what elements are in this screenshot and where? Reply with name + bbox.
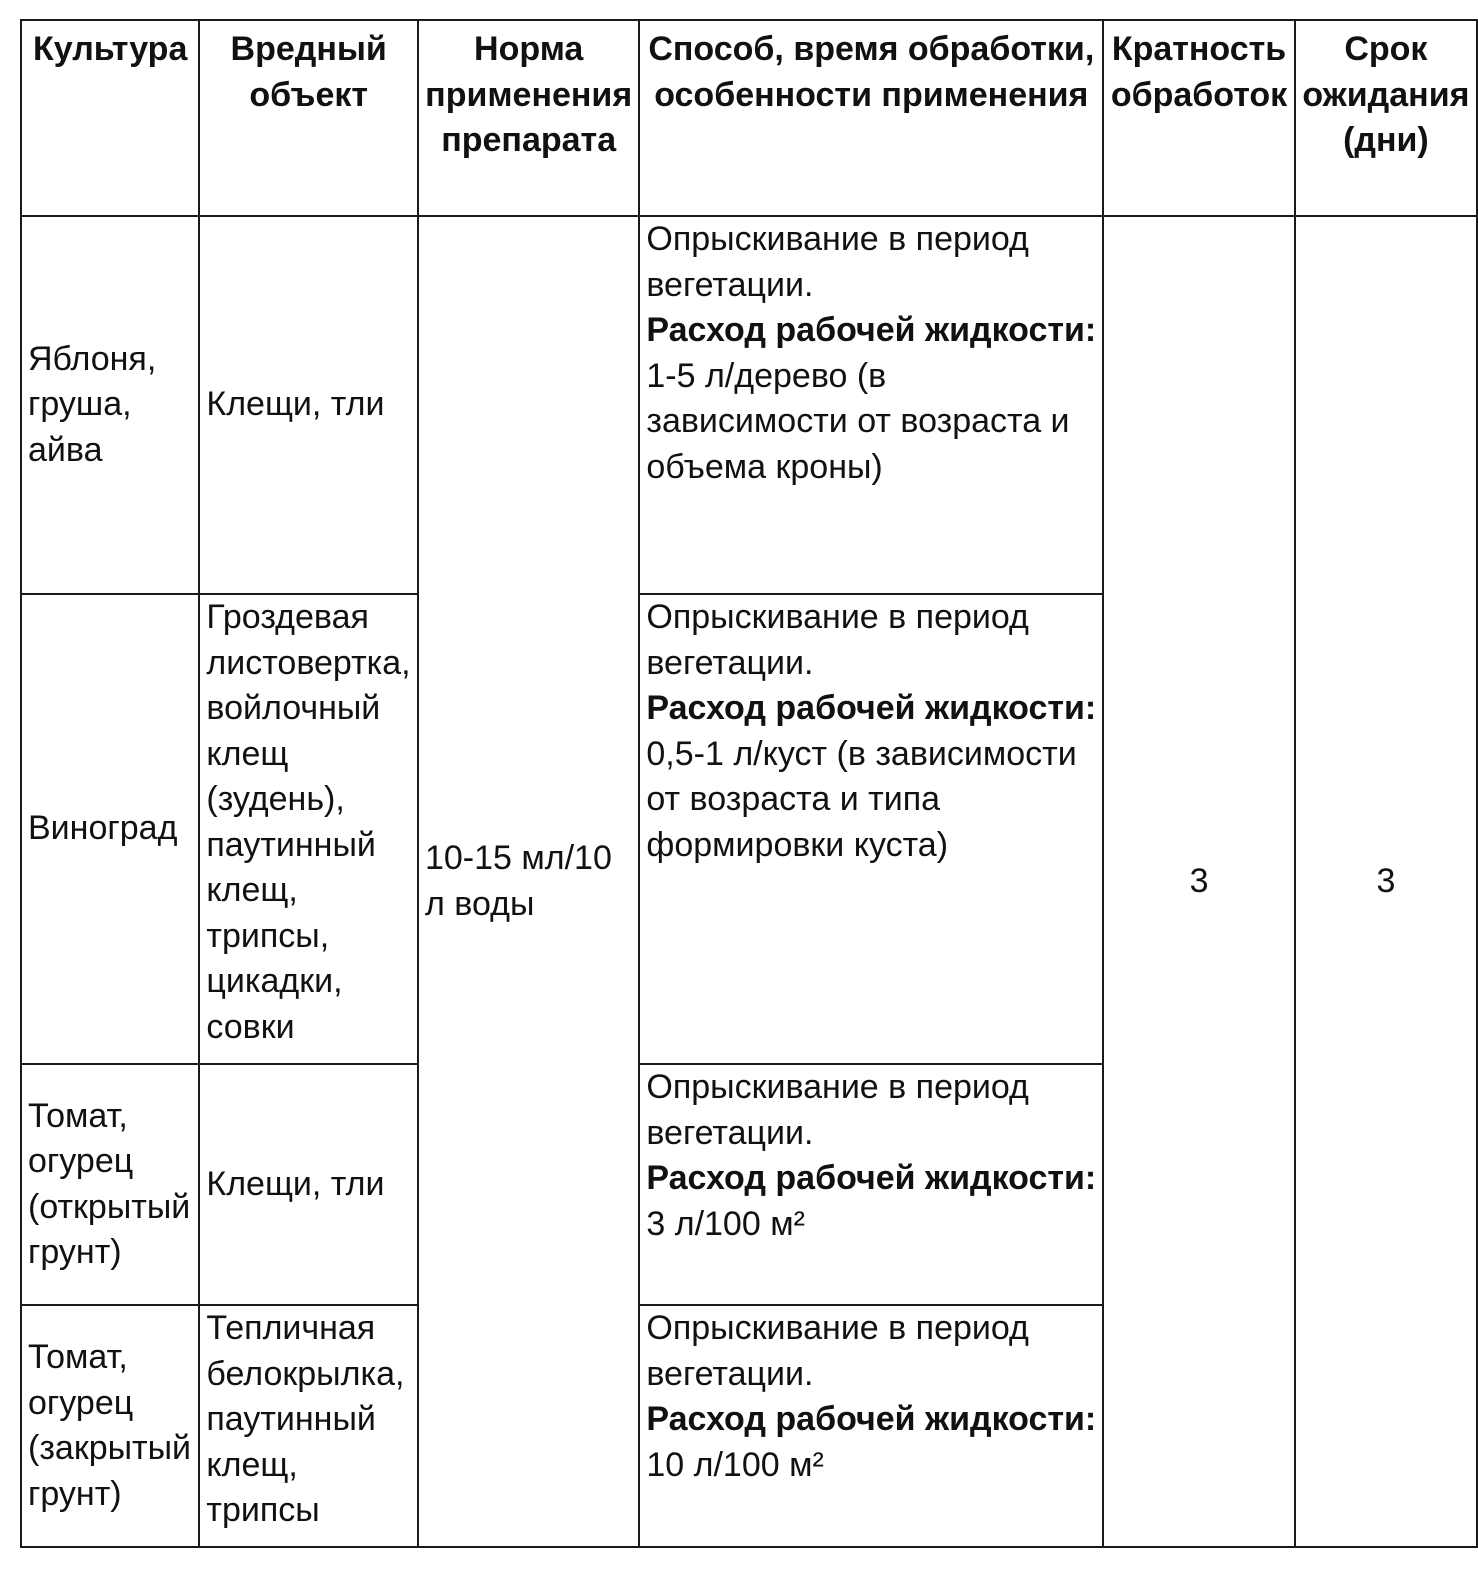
- culture-cell: Томат, огурец (открытый грунт): [21, 1064, 199, 1305]
- method-spray-text: Опрыскивание в период вегетации.: [646, 1309, 1029, 1393]
- method-spray-text: Опрыскивание в период вегетации.: [646, 1068, 1029, 1152]
- header-count: Кратность обработок: [1103, 20, 1295, 216]
- treatment-table: [20, 19, 1478, 1548]
- wait-cell: 3: [1295, 216, 1477, 1547]
- pest-cell: Тепличная белокрылка, паутинный клещ, трипсы: [199, 1305, 418, 1547]
- consumption-label: Расход рабочей жидкости:: [646, 311, 1097, 349]
- pest-cell: Клещи, тли: [199, 216, 418, 594]
- culture-cell: Виноград: [21, 594, 199, 1064]
- count-cell: 3: [1103, 216, 1295, 1547]
- pest-cell: Гроздевая листовертка, войлочный клещ (зудень), паутинный клещ, трипсы, цикадки, совки: [199, 594, 418, 1064]
- header-row: [21, 20, 1477, 216]
- header-pest: Вредный объект: [199, 20, 418, 216]
- culture-cell: Томат, огурец (закрытый грунт): [21, 1305, 199, 1547]
- method-cell: [639, 1064, 1103, 1305]
- consumption-value: 0,5-1 л/куст (в зависимости от возраста и типа формировки куста): [646, 734, 1077, 864]
- method-cell: [639, 594, 1103, 1064]
- header-rate: Норма применения препарата: [418, 20, 639, 216]
- pest-cell: Клещи, тли: [199, 1064, 418, 1305]
- header-culture: Культура: [21, 20, 199, 216]
- consumption-label: Расход рабочей жидкости:: [646, 689, 1097, 727]
- method-cell: [639, 216, 1103, 594]
- consumption-value: 1-5 л/дерево (в зависимости от возраста и объема кроны): [646, 356, 1070, 486]
- table-row: [21, 216, 1477, 594]
- consumption-value: 3 л/100 м²: [646, 1204, 805, 1243]
- culture-cell: Яблоня, груша, айва: [21, 216, 199, 594]
- method-spray-text: Опрыскивание в период вегетации.: [646, 598, 1029, 682]
- header-method: Способ, время обработки, особенности применения: [639, 20, 1103, 216]
- method-spray-text: Опрыскивание в период вегетации.: [646, 220, 1029, 304]
- header-wait: Срок ожидания (дни): [1295, 20, 1477, 216]
- consumption-label: Расход рабочей жидкости:: [646, 1400, 1097, 1438]
- rate-cell: 10-15 мл/10 л воды: [418, 216, 639, 1547]
- method-cell: [639, 1305, 1103, 1547]
- consumption-value: 10 л/100 м²: [646, 1445, 824, 1484]
- consumption-label: Расход рабочей жидкости:: [646, 1159, 1097, 1197]
